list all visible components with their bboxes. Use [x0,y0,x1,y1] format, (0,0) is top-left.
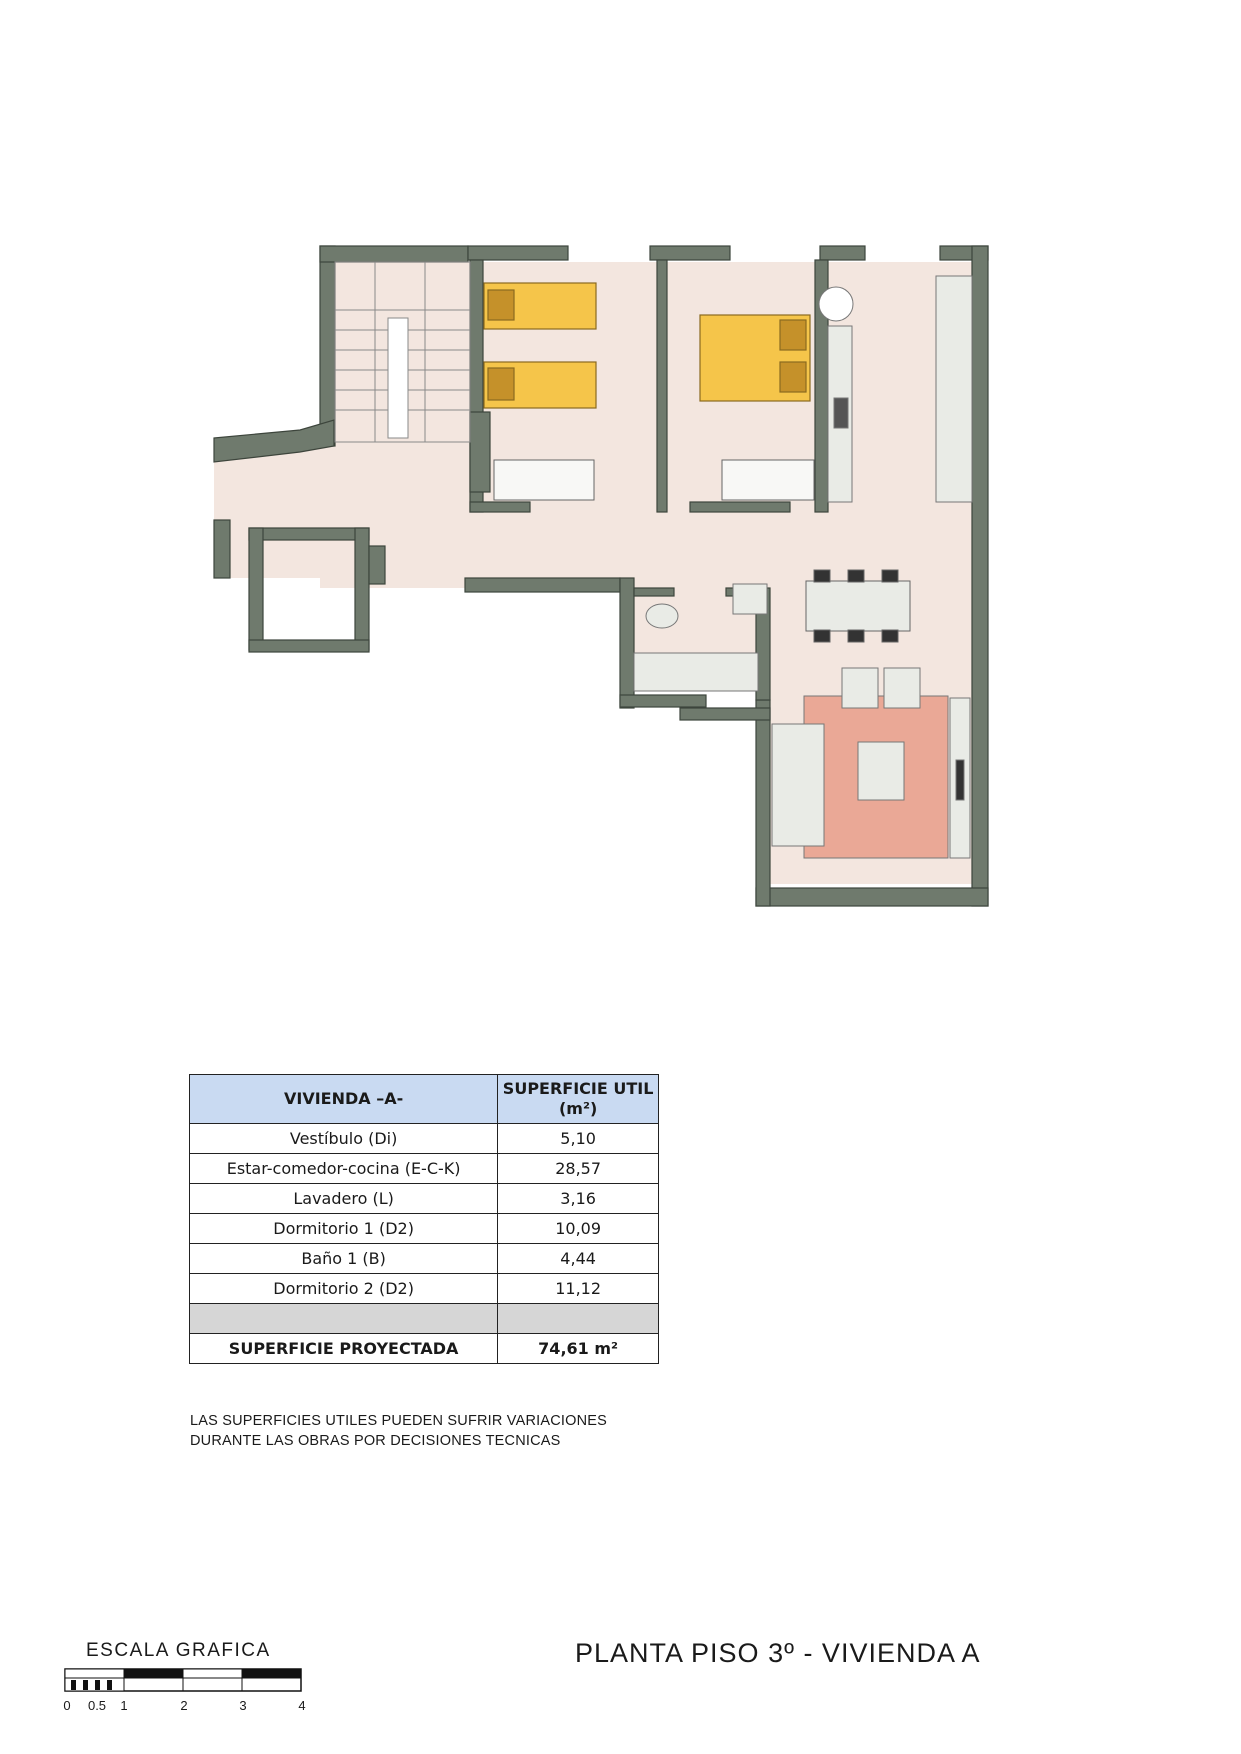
sheet-title: PLANTA PISO 3º - VIVIENDA A [575,1638,981,1668]
scale-label: 4 [298,1698,306,1713]
room-name: Baño 1 (B) [190,1244,498,1274]
scale-labels [0,1698,330,1716]
table-row [190,1184,659,1214]
scale-title: ESCALA GRAFICA [86,1640,271,1661]
room-area: 11,12 [498,1274,659,1304]
scale-label: 3 [239,1698,247,1713]
total-label: SUPERFICIE PROYECTADA [190,1334,498,1364]
empty-cell [498,1304,659,1334]
room-area: 4,44 [498,1244,659,1274]
scale-label: 2 [180,1698,188,1713]
room-area: 28,57 [498,1154,659,1184]
room-name: Lavadero (L) [190,1184,498,1214]
dining-table [806,570,910,642]
scale-label: 0.5 [87,1698,107,1713]
total-value: 74,61 m² [498,1334,659,1364]
room-name: Vestíbulo (Di) [190,1124,498,1154]
header-area [498,1075,659,1124]
header-dwelling: VIVIENDA –A- [190,1075,498,1124]
table-row [190,1124,659,1154]
table-row [190,1244,659,1274]
header-area-line2: (m²) [558,1099,598,1118]
room-name: Dormitorio 1 (D2) [190,1214,498,1244]
table-row [190,1214,659,1244]
header-area-line1: SUPERFICIE UTIL [502,1079,654,1098]
room-name: Estar-comedor-cocina (E-C-K) [190,1154,498,1184]
note-line-1: LAS SUPERFICIES UTILES PUEDEN SUFRIR VARIACIONES [190,1413,608,1429]
scale-label: 1 [120,1698,128,1713]
room-area: 5,10 [498,1124,659,1154]
table-total-row [190,1334,659,1364]
table-header-row [190,1075,659,1124]
room-area: 3,16 [498,1184,659,1214]
scale-bar [64,1668,324,1694]
disclaimer-note [190,1411,607,1451]
scale-label: 0 [63,1698,71,1713]
empty-cell [190,1304,498,1334]
note-line-2: DURANTE LAS OBRAS POR DECISIONES TECNICAS [190,1433,561,1449]
room-name: Dormitorio 2 (D2) [190,1274,498,1304]
table-row [190,1274,659,1304]
table-row-empty [190,1304,659,1334]
table-row [190,1154,659,1184]
room-area: 10,09 [498,1214,659,1244]
area-table [189,1074,659,1364]
